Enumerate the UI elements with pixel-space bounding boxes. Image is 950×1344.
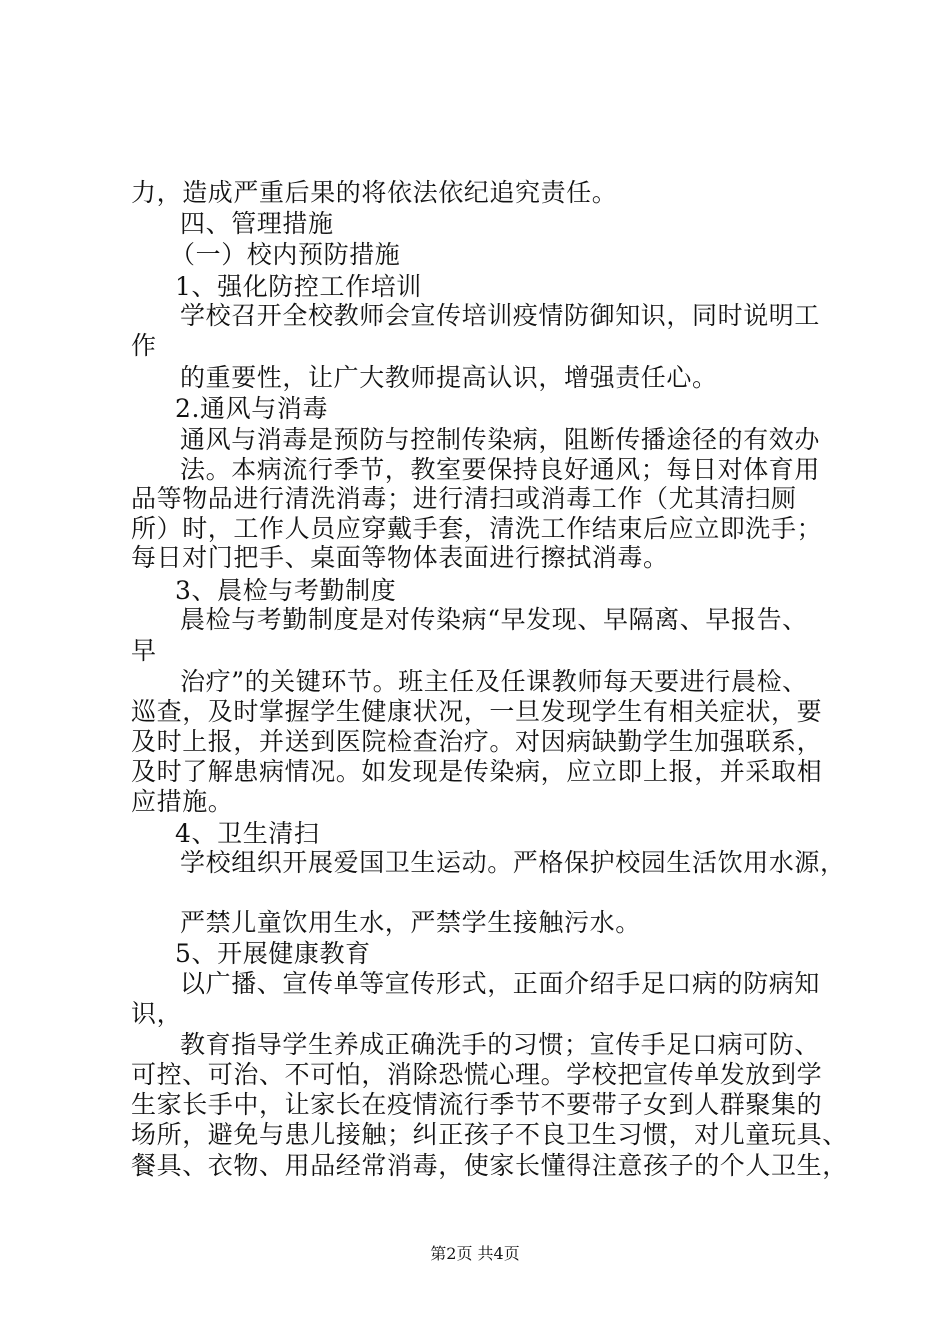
text-line: 及时上报，并送到医院检查治疗。对因病缺勤学生加强联系， [131, 727, 823, 756]
text-line: 作 [131, 331, 157, 360]
text-line: 每日对门把手、桌面等物体表面进行擦拭消毒。 [131, 543, 669, 572]
item-heading: 3、晨检与考勤制度 [175, 576, 397, 605]
text-line: 通风与消毒是预防与控制传染病，阻断传播途径的有效办 [180, 425, 821, 454]
text-line: 生家长手中，让家长在疫情流行季节不要带子女到人群聚集的 [131, 1090, 823, 1119]
text-line: 力，造成严重后果的将依法依纪追究责任。 [131, 178, 618, 207]
text-line: 严禁儿童饮用生水，严禁学生接触污水。 [180, 908, 641, 937]
item-heading: 1、强化防控工作培训 [175, 272, 422, 301]
text-line: 场所，避免与患儿接触；纠正孩子不良卫生习惯，对儿童玩具、 [131, 1120, 848, 1149]
item-heading: 2.通风与消毒 [175, 394, 329, 423]
text-line: 学校组织开展爱国卫生运动。严格保护校园生活饮用水源， [180, 848, 846, 877]
text-line: 法。本病流行季节，教室要保持良好通风；每日对体育用 [180, 455, 821, 484]
text-line: 早 [131, 636, 157, 665]
text-line: 的重要性，让广大教师提高认识，增强责任心。 [180, 363, 718, 392]
text-line: 所）时，工作人员应穿戴手套，清洗工作结束后应立即洗手； [131, 514, 823, 543]
text-line: 学校召开全校教师会宣传培训疫情防御知识，同时说明工 [180, 301, 821, 330]
text-line: 以广播、宣传单等宣传形式，正面介绍手足口病的防病知 [180, 969, 821, 998]
text-line: 晨检与考勤制度是对传染病“早发现、早隔离、早报告、 [180, 605, 808, 634]
text-line: 治疗”的关键环节。班主任及任课教师每天要进行晨检、 [180, 667, 808, 696]
page-footer: 第2页 共4页 [430, 1244, 520, 1263]
item-heading: 4、卫生清扫 [175, 819, 320, 848]
text-line: 及时了解患病情况。如发现是传染病，应立即上报，并采取相 [131, 757, 823, 786]
text-line: 应措施。 [131, 787, 234, 816]
subsection-heading: （一）校内预防措施 [170, 240, 401, 269]
text-line: 品等物品进行清洗消毒；进行清扫或消毒工作（尤其清扫厕 [131, 484, 797, 513]
section-heading: 四、管理措施 [180, 209, 334, 238]
item-heading: 5、开展健康教育 [175, 939, 371, 968]
text-line: 餐具、衣物、用品经常消毒，使家长懂得注意孩子的个人卫生， [131, 1151, 848, 1180]
text-line: 巡查，及时掌握学生健康状况，一旦发现学生有相关症状，要 [131, 697, 823, 726]
text-line: 识， [131, 999, 183, 1028]
text-line: 教育指导学生养成正确洗手的习惯；宣传手足口病可防、 [180, 1030, 821, 1059]
text-line: 可控、可治、不可怕，消除恐慌心理。学校把宣传单发放到学 [131, 1060, 823, 1089]
